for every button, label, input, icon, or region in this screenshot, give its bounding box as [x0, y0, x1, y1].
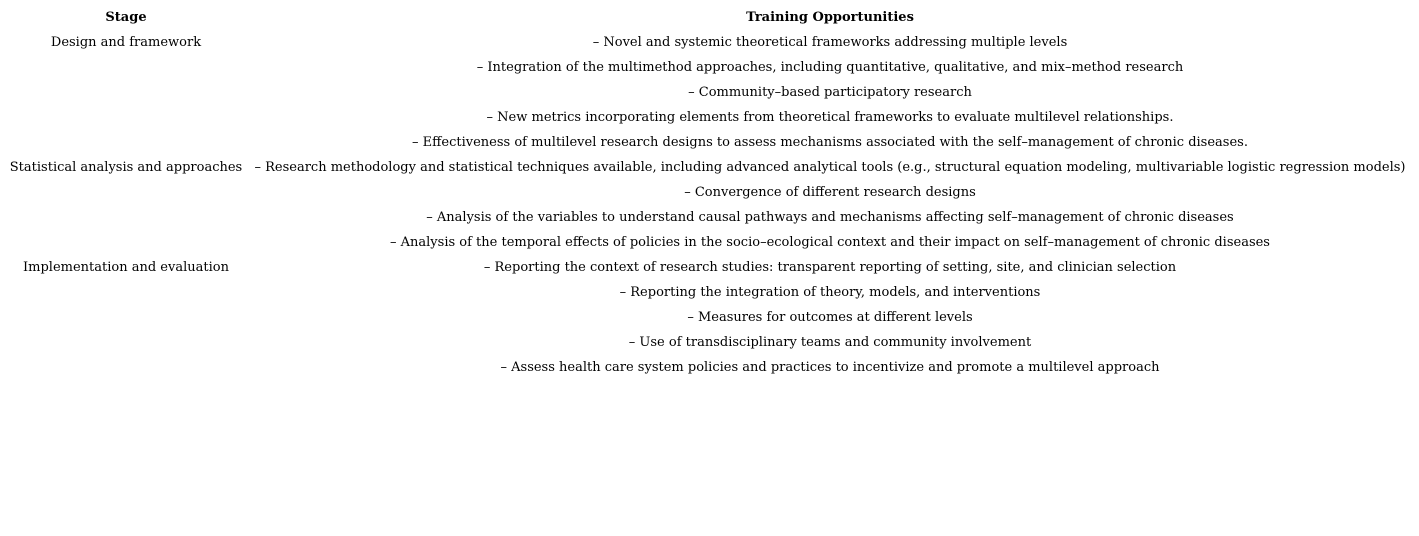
table-row	[4, 30, 1412, 55]
stage-cell	[4, 305, 248, 330]
stage-cell	[4, 80, 248, 105]
opportunity-cell: – Community–based participatory research	[688, 85, 972, 100]
table-row	[4, 105, 1412, 130]
table-row	[4, 180, 1412, 205]
table-row	[4, 280, 1412, 305]
table-row	[4, 330, 1412, 355]
table-row	[4, 230, 1412, 255]
table-row	[4, 80, 1412, 105]
column-header-training-opportunities: Training Opportunities	[746, 10, 914, 25]
stage-cell	[4, 330, 248, 355]
stage-cell	[4, 355, 248, 380]
stage-cell	[4, 180, 248, 205]
opportunity-cell: – Reporting the context of research studies: transparent reporting of setting, site, and clinician selection	[483, 260, 1177, 275]
opportunity-cell: – Novel and systemic theoretical frameworks addressing multiple levels	[592, 35, 1068, 50]
opportunity-cell: – Analysis of the temporal effects of policies in the socio–ecological context and their impact on self–management of chronic diseases	[390, 235, 1270, 250]
stage-cell	[4, 230, 248, 255]
table-row	[4, 130, 1412, 155]
stage-cell	[4, 130, 248, 155]
opportunity-cell: – Convergence of different research designs	[684, 185, 976, 200]
stage-cell	[4, 55, 248, 80]
stage-cell	[4, 105, 248, 130]
opportunity-cell: – New metrics incorporating elements from theoretical frameworks to evaluate multilevel relationships.	[486, 110, 1174, 125]
training-opportunities-table	[4, 5, 1412, 380]
stage-cell: Design and framework	[50, 35, 202, 50]
opportunity-cell: – Assess health care system policies and practices to incentivize and promote a multilevel approach	[500, 360, 1160, 375]
opportunity-cell: – Effectiveness of multilevel research designs to assess mechanisms associated with the self–management of chronic diseases.	[412, 135, 1248, 150]
stage-cell: Implementation and evaluation	[23, 260, 229, 275]
stage-cell	[4, 205, 248, 230]
table-row	[4, 355, 1412, 380]
opportunity-cell: – Integration of the multimethod approaches, including quantitative, qualitative, and mix–method research	[476, 60, 1184, 75]
header-row	[4, 5, 1412, 30]
table-row	[4, 255, 1412, 280]
table-row	[4, 55, 1412, 80]
opportunity-cell: – Reporting the integration of theory, models, and interventions	[619, 285, 1041, 300]
opportunity-cell: – Use of transdisciplinary teams and community involvement	[628, 335, 1032, 350]
opportunity-cell: – Research methodology and statistical techniques available, including advanced analytical tools (e.g., structural equation modeling, multivariable logistic regression models)	[254, 160, 1406, 175]
stage-cell: Statistical analysis and approaches	[9, 160, 243, 175]
table-row	[4, 155, 1412, 180]
column-header-stage: Stage	[105, 10, 147, 25]
table-row	[4, 305, 1412, 330]
opportunity-cell: – Measures for outcomes at different levels	[687, 310, 973, 325]
opportunity-cell: – Analysis of the variables to understand causal pathways and mechanisms affecting self–management of chronic diseases	[426, 210, 1234, 225]
stage-cell	[4, 280, 248, 305]
table-row	[4, 205, 1412, 230]
